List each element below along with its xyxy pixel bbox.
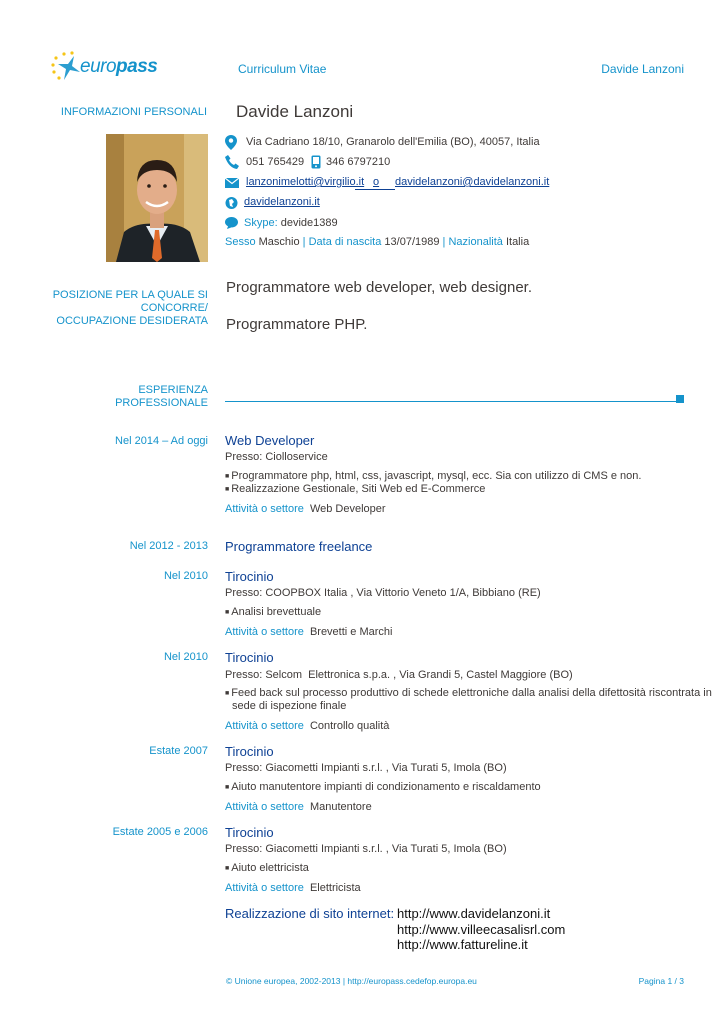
skype-value: devide1389 <box>280 217 338 229</box>
job-title: Tirocinio <box>225 569 274 584</box>
birth-label: Data di nascita <box>308 236 382 248</box>
sector-label: Attività o settore <box>225 626 304 638</box>
job-title: Web Developer <box>225 433 315 448</box>
sector-value: Controllo qualità <box>309 720 390 732</box>
email-underline-connector <box>355 189 395 190</box>
birth-value: 13/07/1989 <box>384 236 440 248</box>
nationality-value: Italia <box>505 236 530 248</box>
sex-label: Sesso <box>225 236 256 248</box>
job-title: Tirocinio <box>225 650 274 665</box>
job-employer: Presso: Giacometti Impianti s.r.l. , Via Turati 5, Imola (BO) <box>225 762 507 774</box>
job-title: Programmatore freelance <box>225 539 373 554</box>
job-employer: Presso: Selcom Elettronica s.p.a. , Via Grandi 5, Castel Maggiore (BO) <box>225 669 573 681</box>
email-link-2[interactable]: davidelanzoni@davidelanzoni.it <box>395 176 550 188</box>
email-icon <box>225 178 239 188</box>
europass-star-icon <box>50 50 84 84</box>
job-date: Nel 2014 – Ad oggi <box>115 435 208 447</box>
sex-value: Maschio <box>258 236 300 248</box>
job-bullet: ■ Feed back sul processo produttivo di schede elettroniche dalla analisi della difettosità riscontrata in <box>225 687 712 699</box>
job-date: Nel 2010 <box>163 651 208 663</box>
position-line-1: Programmatore web developer, web designer. <box>226 279 533 296</box>
job-employer: Presso: Ciolloservice <box>225 451 328 463</box>
personal-details-row: Sesso Maschio | Data di nascita 13/07/1989 | Nazionalità Italia <box>225 236 530 248</box>
skype-label: Skype: <box>244 217 278 229</box>
experience-label-line1: ESPERIENZA <box>138 384 208 396</box>
sector-value: Brevetti e Marchi <box>309 626 393 638</box>
sector-label: Attività o settore <box>225 882 304 894</box>
sector-label: Attività o settore <box>225 801 304 813</box>
section-divider <box>225 401 676 402</box>
logo-text-pass: pass <box>116 56 158 77</box>
job-date: Estate 2005 e 2006 <box>112 826 208 838</box>
profile-photo <box>106 134 208 262</box>
doc-title: Curriculum Vitae <box>238 62 327 76</box>
personal-info-label: INFORMAZIONI PERSONALI <box>60 106 207 118</box>
job-date: Nel 2012 - 2013 <box>129 540 208 552</box>
site-link[interactable]: http://www.davidelanzoni.it <box>397 906 551 921</box>
position-label <box>8 289 208 328</box>
mobile-phone-icon <box>311 155 321 169</box>
person-photo-illustration <box>106 134 208 262</box>
sites-list <box>397 906 565 953</box>
nationality-label: Nazionalità <box>448 236 503 248</box>
job-bullet: ■ Analisi brevettuale <box>225 606 321 618</box>
job-employer: Presso: COOPBOX Italia , Via Vittorio Veneto 1/A, Bibbiano (RE) <box>225 587 541 599</box>
job-bullet: ■ Aiuto manutentore impianti di condizionamento e riscaldamento <box>225 781 541 793</box>
website-link[interactable]: davidelanzoni.it <box>244 196 320 208</box>
sector-label: Attività o settore <box>225 720 304 732</box>
mobile-number: 346 6797210 <box>326 156 391 168</box>
footer-page-number: Pagina 1 / 3 <box>638 976 684 986</box>
email-link-1[interactable]: lanzonimelotti@virgilio.it <box>246 176 365 188</box>
job-bullet-continuation: sede di ispezione finale <box>232 700 347 712</box>
email-separator: o <box>373 176 380 188</box>
site-link[interactable]: http://www.fattureline.it <box>397 937 528 952</box>
job-employer: Presso: Giacometti Impianti s.r.l. , Via Turati 5, Imola (BO) <box>225 843 507 855</box>
position-label-line3: OCCUPAZIONE DESIDERATA <box>56 315 208 327</box>
logo-text-euro: euro <box>80 56 117 77</box>
sector-value: Web Developer <box>309 503 386 515</box>
europass-logo <box>50 50 158 84</box>
sites-label: Realizzazione di sito internet: <box>225 906 395 921</box>
skype-chat-icon <box>225 217 238 229</box>
sector-value: Elettricista <box>309 882 361 894</box>
sector-value: Manutentore <box>309 801 372 813</box>
position-line-2: Programmatore PHP. <box>226 316 368 333</box>
job-bullet: ■ Realizzazione Gestionale, Siti Web ed E-Commerce <box>225 483 485 495</box>
job-title: Tirocinio <box>225 825 274 840</box>
section-divider-square <box>676 395 684 403</box>
experience-label-line2: PROFESSIONALE <box>115 397 208 409</box>
job-bullet: ■ Aiuto elettricista <box>225 862 309 874</box>
job-bullet: ■ Programmatore php, html, css, javascript, mysql, ecc. Sia con utilizzo di CMS e non. <box>225 470 641 482</box>
position-label-line1: POSIZIONE PER LA QUALE SI <box>52 289 208 301</box>
phone-number: 051 765429 <box>246 156 305 168</box>
location-pin-icon <box>225 135 237 150</box>
phone-icon <box>225 155 239 169</box>
job-date: Estate 2007 <box>149 745 208 757</box>
experience-label <box>8 384 208 410</box>
job-title: Tirocinio <box>225 744 274 759</box>
person-name-heading: Davide Lanzoni <box>236 102 354 121</box>
address-text: Via Cadriano 18/10, Granarolo dell'Emilia (BO), 40057, Italia <box>246 136 540 148</box>
footer-copyright: © Unione europea, 2002-2013 | http://europass.cedefop.europa.eu <box>226 976 477 986</box>
website-icon <box>225 196 238 210</box>
site-link[interactable]: http://www.villeecasalisrl.com <box>397 921 566 937</box>
header-person-name: Davide Lanzoni <box>601 62 684 76</box>
job-date: Nel 2010 <box>163 570 208 582</box>
sector-label: Attività o settore <box>225 503 304 515</box>
position-label-line2: CONCORRE/ <box>140 302 208 314</box>
